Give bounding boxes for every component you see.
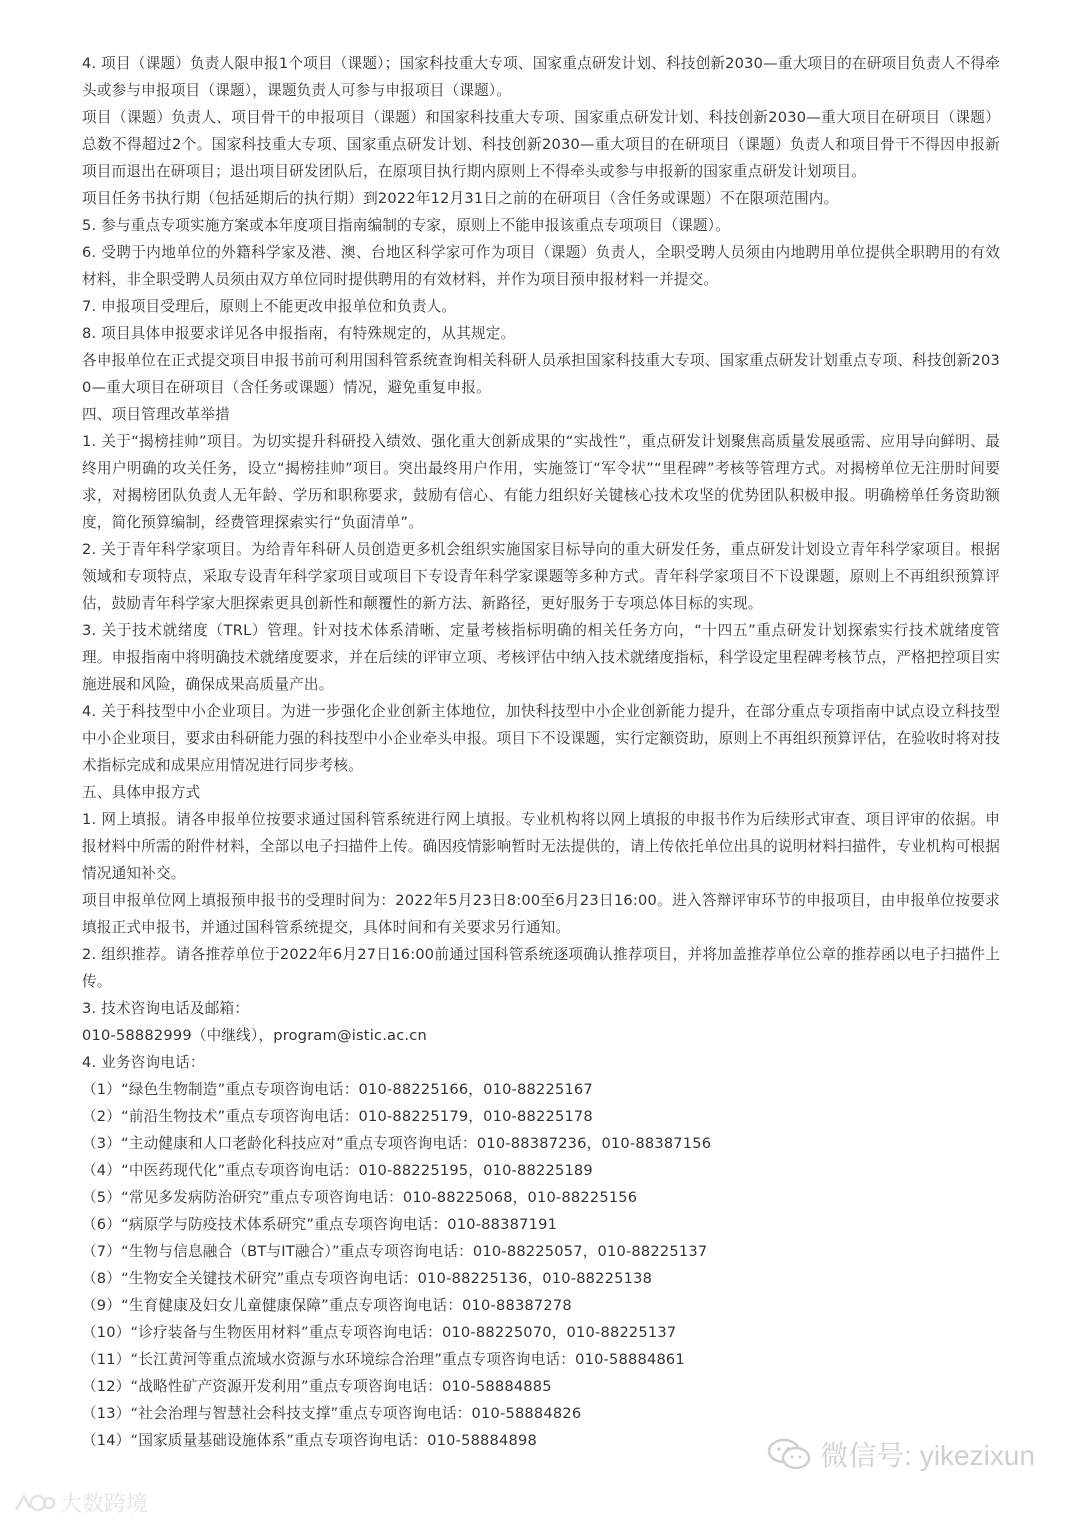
brand-logo-icon <box>12 1490 56 1516</box>
hotline-item: （4）“中医药现代化”重点专项咨询电话：010-88225195，010-88225189 <box>82 1162 593 1179</box>
hotline-item: （5）“常见多发病防治研究”重点专项咨询电话：010-88225068，010-88225156 <box>82 1189 638 1206</box>
wechat-watermark <box>766 1434 1035 1474</box>
paragraph-recommendation: 2. 组织推荐。请各推荐单位于2022年6月27日16:00前通过国科管系统逐项确认推荐项目，并将加盖推荐单位公章的推荐函以电子扫描件上传。 <box>82 946 1000 990</box>
hotline-item: （10）“诊疗装备与生物医用材料”重点专项咨询电话：010-88225070，010-88225137 <box>82 1324 677 1341</box>
paragraph-tech-contact-title: 3. 技术咨询电话及邮箱： <box>82 1000 250 1017</box>
brand-text: 大数跨境 <box>60 1492 149 1517</box>
paragraph-business-contact-title: 4. 业务咨询电话： <box>82 1054 205 1071</box>
brand-watermark <box>12 1487 148 1518</box>
hotline-item: （14）“国家质量基础设施体系”重点专项咨询电话：010-58884898 <box>82 1432 537 1449</box>
paragraph-reform-2: 2. 关于青年科学家项目。为给青年科研人员创造更多机会组织实施国家目标导向的重大研发任务，重点研发计划设立青年科学家项目。根据领域和专项特点，采取专设青年科学家项目或项目下专设青年科学家课题等多种方式。青年科学家项目不下设课题，原则上不再组织预算评估，鼓励青年科学家大胆探索更具创新性和颠覆性的新方法、新路径，更好服务于专项总体目标的实现。 <box>82 541 1000 612</box>
document-body <box>82 50 1000 1454</box>
paragraph-tech-contact: 010-58882999（中继线），program@istic.ac.cn <box>82 1027 427 1044</box>
hotline-item: （3）“主动健康和人口老龄化科技应对”重点专项咨询电话：010-88387236，010-88387156 <box>82 1135 712 1152</box>
paragraph-4-limit: 4. 项目（课题）负责人限申报1个项目（课题）；国家科技重大专项、国家重点研发计划、科技创新2030—重大项目的在研项目负责人不得牵头或参与申报项目（课题），课题负责人可参与申报项目（课题）。 <box>82 55 1000 99</box>
paragraph-8-guide: 8. 项目具体申报要求详见各申报指南，有特殊规定的，从其规定。 <box>82 325 516 342</box>
paragraph-6-foreign-scientists: 6. 受聘于内地单位的外籍科学家及港、澳、台地区科学家可作为项目（课题）负责人，全职受聘人员须由内地聘用单位提供全职聘用的有效材料，非全职受聘人员须由双方单位同时提供聘用的有效材料，并作为项目预申报材料一并提交。 <box>82 244 1000 288</box>
wechat-id-text: 微信号: yikezixun <box>820 1440 1035 1471</box>
paragraph-execution-period: 项目任务书执行期（包括延期后的执行期）到2022年12月31日之前的在研项目（含任务或课题）不在限项范围内。 <box>82 190 839 207</box>
paragraph-reform-4: 4. 关于科技型中小企业项目。为进一步强化企业创新主体地位，加快科技型中小企业创新能力提升，在部分重点专项指南中试点设立科技型中小企业项目，要求由科研能力强的科技型中小企业牵头申报。项目下不设课题，实行定额资助，原则上不再组织预算评估，在验收时将对技术指标完成和成果应用情况进行同步考核。 <box>82 703 1000 774</box>
paragraph-5-experts: 5. 参与重点专项实施方案或本年度项目指南编制的专家，原则上不能申报该重点专项项目（课题）。 <box>82 217 730 234</box>
wechat-icon <box>766 1437 812 1471</box>
hotline-item: （2）“前沿生物技术”重点专项咨询电话：010-88225179，010-88225178 <box>82 1108 593 1125</box>
hotline-item: （12）“战略性矿产资源开发利用”重点专项咨询电话：010-58884885 <box>82 1378 552 1395</box>
hotline-item: （11）“长江黄河等重点流域水资源与水环境综合治理”重点专项咨询电话：010-58884861 <box>82 1351 685 1368</box>
hotline-list <box>82 1076 1000 1454</box>
paragraph-reform-3: 3. 关于技术就绪度（TRL）管理。针对技术体系清晰、定量考核指标明确的相关任务方向，“十四五”重点研发计划探索实行技术就绪度管理。申报指南中将明确技术就绪度要求，并在后续的评审立项、考核评估中纳入技术就绪度指标，科学设定里程碑考核节点，严格把控项目实施进展和风险，确保成果高质量产出。 <box>82 622 1000 693</box>
hotline-item: （8）“生物安全关键技术研究”重点专项咨询电话：010-88225136，010-88225138 <box>82 1270 653 1287</box>
section-heading-4: 四、项目管理改革举措 <box>82 406 230 423</box>
paragraph-total-limit: 项目（课题）负责人、项目骨干的申报项目（课题）和国家科技重大专项、国家重点研发计划、科技创新2030—重大项目在研项目（课题）总数不得超过2个。国家科技重大专项、国家重点研发计划、科技创新2030—重大项目的在研项目（课题）负责人和项目骨干不得因申报新项目而退出在研项目；退出项目研发团队后，在原项目执行期内原则上不得牵头或参与申报新的国家重点研发计划项目。 <box>82 109 1000 180</box>
hotline-item: （9）“生育健康及妇女儿童健康保障”重点专项咨询电话：010-88387278 <box>82 1297 572 1314</box>
hotline-item: （13）“社会治理与智慧社会科技支撑”重点专项咨询电话：010-58884826 <box>82 1405 582 1422</box>
paragraph-acceptance-time: 项目申报单位网上填报预申报书的受理时间为：2022年5月23日8:00至6月23日16:00。进入答辩评审环节的申报项目，由申报单位按要求填报正式申报书，并通过国科管系统提交，具体时间和有关要求另行通知。 <box>82 892 1000 936</box>
paragraph-7-no-change: 7. 申报项目受理后，原则上不能更改申报单位和负责人。 <box>82 298 457 315</box>
hotline-item: （6）“病原学与防疫技术体系研究”重点专项咨询电话：010-88387191 <box>82 1216 558 1233</box>
hotline-item: （7）“生物与信息融合（BT与IT融合）”重点专项咨询电话：010-88225057，010-88225137 <box>82 1243 708 1260</box>
section-heading-5: 五、具体申报方式 <box>82 784 201 801</box>
paragraph-online-filing: 1. 网上填报。请各申报单位按要求通过国科管系统进行网上填报。专业机构将以网上填报的申报书作为后续形式审查、项目评审的依据。申报材料中所需的附件材料，全部以电子扫描件上传。确因疫情影响暂时无法提供的，请上传依托单位出具的说明材料扫描件，专业机构可根据情况通知补交。 <box>82 811 1000 882</box>
hotline-item: （1）“绿色生物制造”重点专项咨询电话：010-88225166，010-88225167 <box>82 1081 593 1098</box>
paragraph-query-system: 各申报单位在正式提交项目申报书前可利用国科管系统查询相关科研人员承担国家科技重大专项、国家重点研发计划重点专项、科技创新2030—重大项目在研项目（含任务或课题）情况，避免重复申报。 <box>82 352 1000 396</box>
paragraph-reform-1: 1. 关于“揭榜挂帅”项目。为切实提升科研投入绩效、强化重大创新成果的“实战性”，重点研发计划聚焦高质量发展亟需、应用导向鲜明、最终用户明确的攻关任务，设立“揭榜挂帅”项目。突出最终用户作用，实施签订“军令状”“里程碑”考核等管理方式。对揭榜单位无注册时间要求，对揭榜团队负责人无年龄、学历和职称要求，鼓励有信心、有能力组织好关键核心技术攻坚的优势团队积极申报。明确榜单任务资助额度，简化预算编制，经费管理探索实行“负面清单”。 <box>82 433 1000 531</box>
